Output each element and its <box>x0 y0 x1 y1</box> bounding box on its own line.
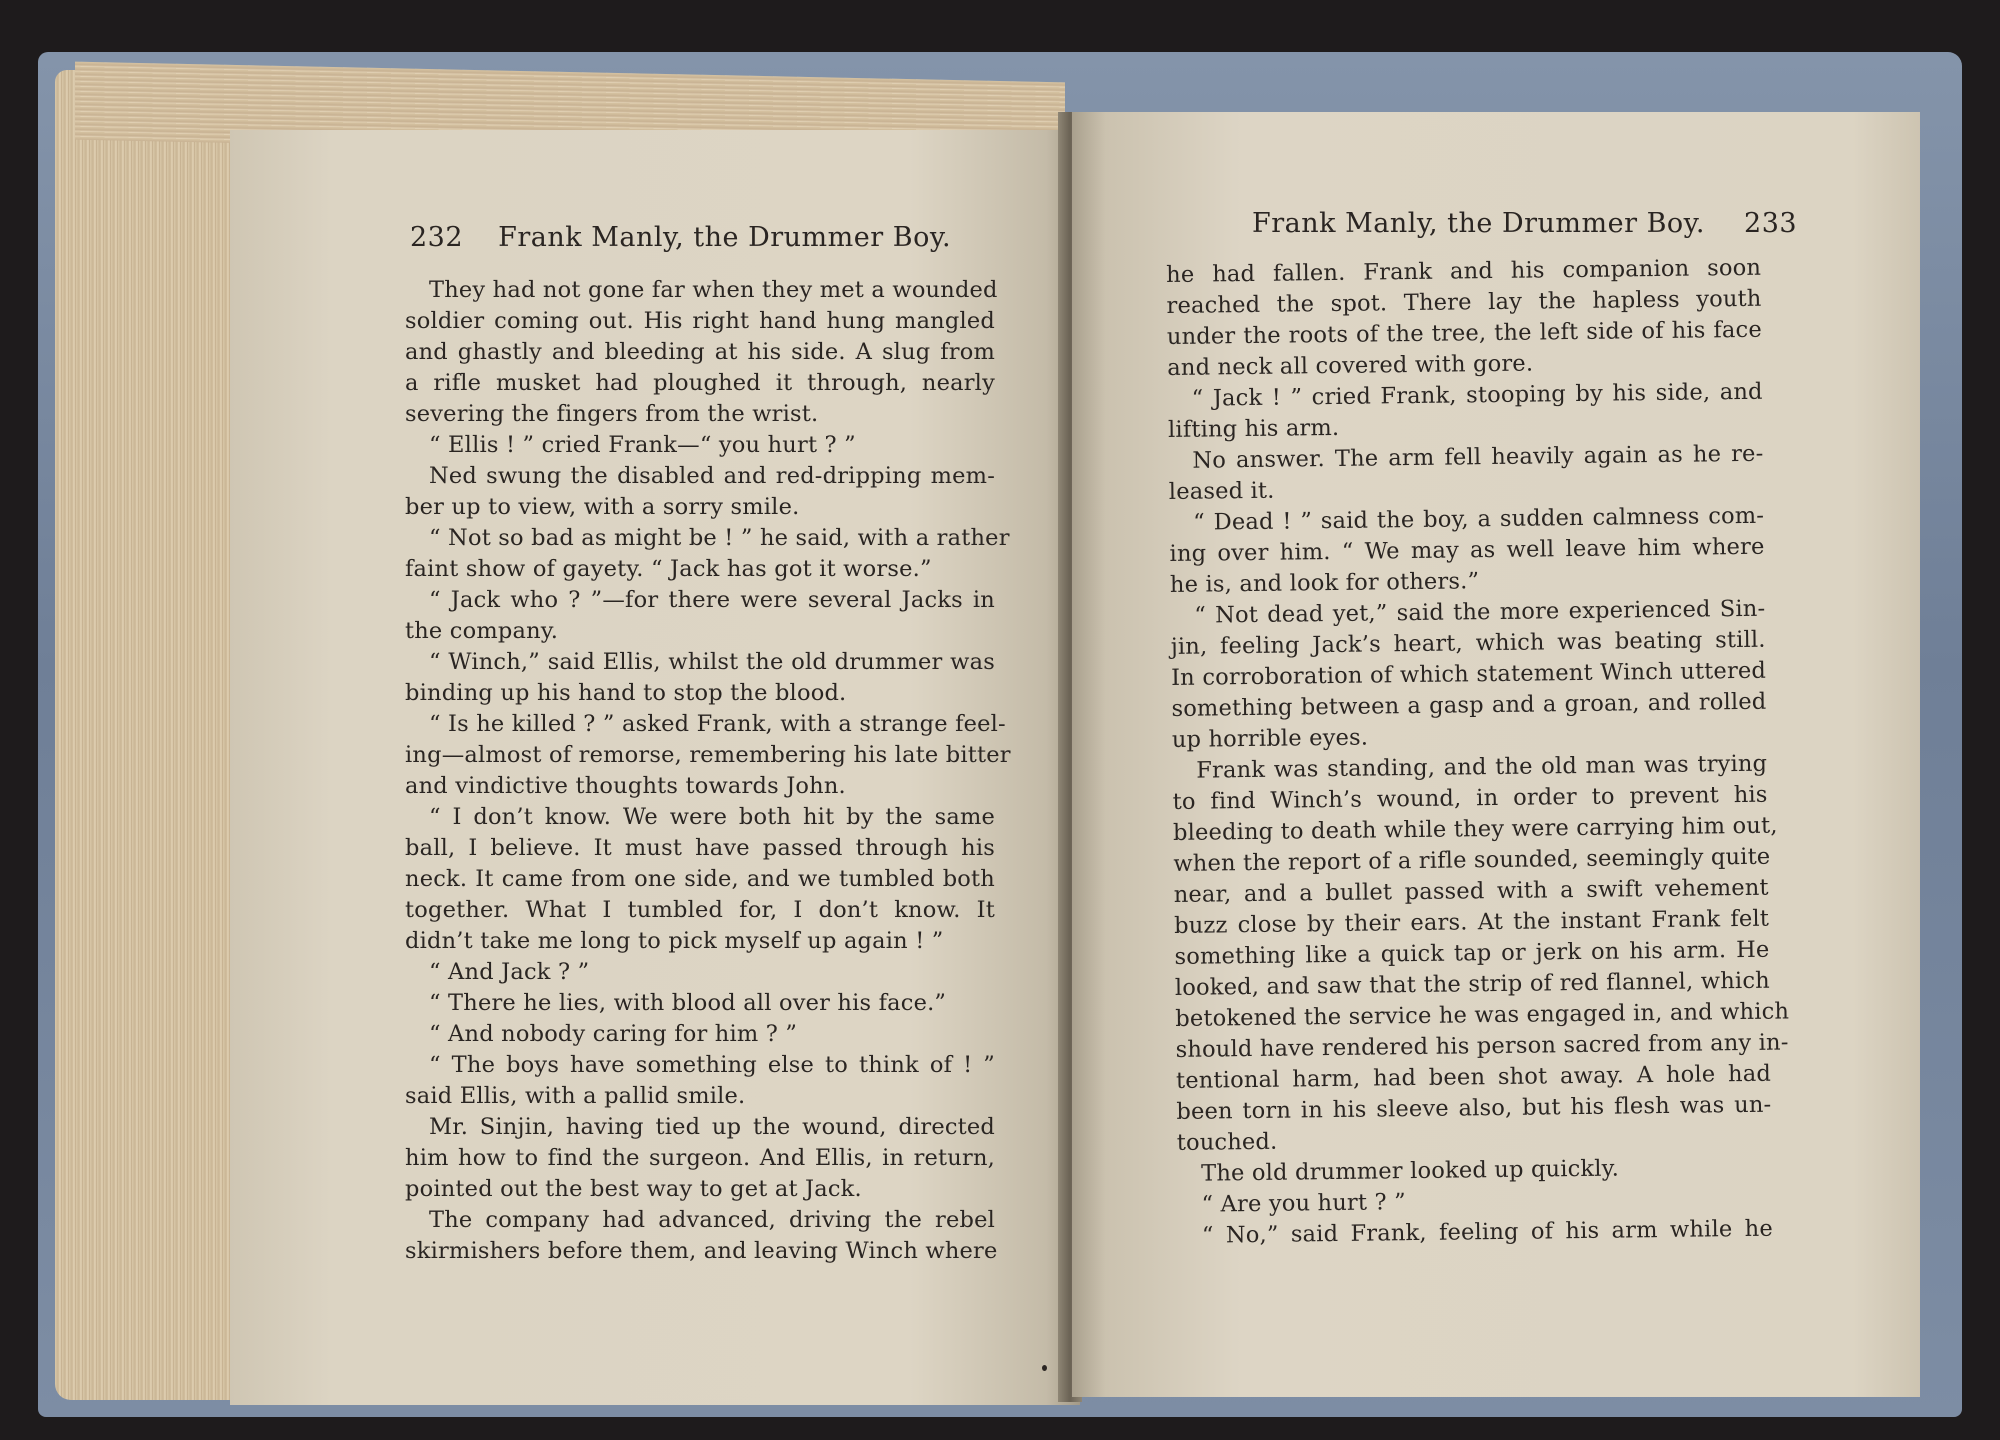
text-line: and vindictive thoughts towards John. <box>405 773 846 799</box>
text-line: together. What I tumbled for, I don’t know. It <box>405 897 995 923</box>
text-line: ball, I believe. It must have passed through his <box>405 835 995 861</box>
text-line: him how to find the surgeon. And Ellis, in return, <box>405 1145 995 1171</box>
ink-speck <box>1042 1365 1047 1371</box>
left-page-number: 232 <box>410 222 464 253</box>
text-line: buzz close by their ears. At the instant Frank felt <box>1173 905 1770 939</box>
text-line: didn’t take me long to pick myself up again ! ” <box>405 928 944 954</box>
right-running-head: Frank Manly, the Drummer Boy. <box>1252 208 1705 239</box>
text-line: “ Is he killed ? ” asked Frank, with a strange feel- <box>429 711 1006 737</box>
right-page-text <box>1166 253 1790 1252</box>
text-line: he is, and look for others.” <box>1169 568 1480 598</box>
text-line: pointed out the best way to get at Jack. <box>405 1176 862 1202</box>
text-line: “ Not dead yet,” said the more experienced Sin- <box>1194 595 1766 629</box>
text-line: when the report of a rifle sounded, seemingly quite <box>1173 843 1771 877</box>
left-page-header <box>410 222 951 253</box>
text-line: “ Not so bad as might be ! ” he said, with a rather <box>429 525 1010 551</box>
right-page <box>1072 112 1920 1397</box>
text-line: ing over him. “ We may as well leave him where <box>1169 533 1765 567</box>
left-page <box>230 130 1080 1405</box>
text-line: severing the fingers from the wrist. <box>405 401 819 427</box>
text-line: touched. <box>1176 1128 1278 1156</box>
text-line: reached the spot. There lay the hapless youth <box>1166 285 1762 319</box>
text-line: “ Jack who ? ”—for there were several Jacks in <box>429 587 995 613</box>
text-line: lifting his arm. <box>1167 414 1340 443</box>
text-line: tentional harm, had been shot away. A hole had <box>1175 1060 1772 1094</box>
text-line: They had not gone far when they met a wounded <box>429 277 998 303</box>
text-line: under the roots of the tree, the left side of his face <box>1166 316 1763 350</box>
text-line: near, and a bullet passed with a swift vehement <box>1173 874 1769 908</box>
text-line: and ghastly and bleeding at his side. A slug from <box>405 339 995 365</box>
text-line: The company had advanced, driving the rebel <box>429 1207 995 1233</box>
text-line: something between a gasp and a groan, and rolled <box>1171 688 1767 722</box>
text-line: skirmishers before them, and leaving Winch where <box>405 1238 998 1264</box>
text-line: leased it. <box>1168 477 1275 505</box>
text-line: “ And nobody caring for him ? ” <box>429 1021 798 1047</box>
text-line: “ Dead ! ” said the boy, a sudden calmness com- <box>1193 502 1765 536</box>
text-line: to find Winch’s wound, in order to prevent his <box>1172 781 1768 815</box>
text-line: “ There he lies, with blood all over his face.” <box>429 990 947 1016</box>
text-line: binding up his hand to stop the blood. <box>405 680 847 706</box>
text-line: a rifle musket had ploughed it through, nearly <box>405 370 995 396</box>
text-line: “ Are you hurt ? ” <box>1201 1189 1406 1218</box>
text-line: been torn in his sleeve also, but his flesh was un- <box>1176 1091 1772 1125</box>
text-line: up horrible eyes. <box>1171 724 1369 753</box>
right-page-header <box>1252 208 1797 239</box>
text-line: “ Winch,” said Ellis, whilst the old drummer was <box>429 649 995 675</box>
text-line: “ And Jack ? ” <box>429 959 590 985</box>
text-line: “ Ellis ! ” cried Frank—“ you hurt ? ” <box>429 432 856 458</box>
text-line: soldier coming out. His right hand hung mangled <box>405 308 995 334</box>
text-line: faint show of gayety. “ Jack has got it worse.” <box>405 556 932 582</box>
text-line: No answer. The arm fell heavily again as he re- <box>1192 440 1764 474</box>
text-line: something like a quick tap or jerk on his arm. He <box>1174 936 1770 970</box>
text-line: the company. <box>405 618 559 644</box>
text-line: betokened the service he was engaged in, and which <box>1175 998 1790 1032</box>
text-line: The old drummer looked up quickly. <box>1201 1155 1620 1187</box>
text-line: Frank was standing, and the old man was trying <box>1196 750 1768 784</box>
left-running-head: Frank Manly, the Drummer Boy. <box>498 222 952 253</box>
text-line: “ I don’t know. We were both hit by the same <box>429 804 995 830</box>
text-line: ber up to view, with a sorry smile. <box>405 494 800 520</box>
text-line: In corroboration of which statement Winch uttered <box>1170 657 1767 691</box>
page-edges <box>55 70 255 1400</box>
text-line: should have rendered his person sacred from any in- <box>1175 1029 1789 1063</box>
text-line: said Ellis, with a pallid smile. <box>405 1083 746 1109</box>
text-line: and neck all covered with gore. <box>1167 350 1534 381</box>
text-line: looked, and saw that the strip of red flannel, which <box>1174 967 1771 1001</box>
text-line: neck. It came from one side, and we tumbled both <box>405 866 995 892</box>
text-line: “ The boys have something else to think of ! ” <box>429 1052 995 1078</box>
text-line: Mr. Sinjin, having tied up the wound, directed <box>429 1114 995 1140</box>
text-line: he had fallen. Frank and his companion soon <box>1166 254 1762 288</box>
text-line: “ No,” said Frank, feeling of his arm while he <box>1201 1215 1774 1249</box>
left-page-text <box>405 275 1011 1267</box>
text-line: jin, feeling Jack’s heart, which was beating still. <box>1170 626 1766 660</box>
text-line: ing—almost of remorse, remembering his late bitter <box>405 742 1011 768</box>
text-line: “ Jack ! ” cried Frank, stooping by his side, and <box>1191 378 1763 412</box>
text-line: Ned swung the disabled and red-dripping mem- <box>429 463 995 489</box>
right-page-number: 233 <box>1744 208 1798 239</box>
text-line: bleeding to death while they were carrying him out, <box>1172 812 1778 846</box>
